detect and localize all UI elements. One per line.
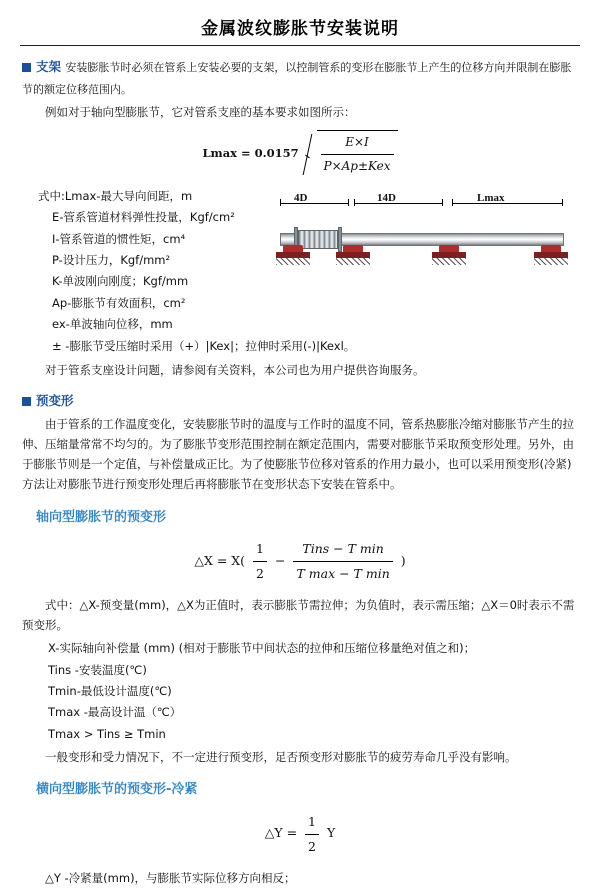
- support-anchor-4: [534, 245, 568, 265]
- fraction-one-half-y: [301, 810, 323, 858]
- formula-delta-y-expression: [264, 814, 336, 854]
- formula-delta-y-rhs: Y: [326, 825, 336, 841]
- dim-tick-5: [452, 199, 453, 206]
- legend-item: 式中:Lmax-最大导向间距，m: [38, 188, 193, 203]
- formula-lmax-numerator: E×I: [321, 132, 394, 155]
- support-cap-4: [541, 245, 561, 252]
- formula-delta-y: [22, 810, 578, 858]
- support-hatch-1: [276, 258, 310, 265]
- fraction-one-half-y-den: 2: [308, 838, 316, 854]
- formula-lmax-lhs: Lmax = 0.0157: [202, 146, 299, 161]
- dim-line-2: [354, 203, 442, 204]
- formula-lmax-expression: [202, 130, 397, 177]
- fraction-one-half-den: 2: [256, 566, 264, 582]
- legend-item: E-管系管道材料弹性投量，Kgf/cm²: [52, 210, 235, 225]
- subsection-heading-lateral: 横向型膨胀节的预变形-冷紧: [36, 782, 198, 798]
- axial-note-2: 一般变形和受力情况下，不一定进行预变形，足否预变形对膨胀节的疲劳寿命几乎没有影响。: [45, 750, 517, 765]
- figure-legend-block: [22, 187, 578, 358]
- axial-note-1: 式中：△X-预变量(mm)，△X为正值时，表示膨胀节需拉伸；为负值时，表示需压缩；△X＝0时表示不需预变形。: [22, 598, 575, 633]
- fraction-temp-num: Tins − T min: [293, 538, 392, 562]
- list-item: Tmin-最低设计温度(℃): [48, 684, 172, 699]
- legend-item: K-单波刚向刚度；Kgf/mm: [52, 274, 189, 289]
- title-divider: [20, 45, 580, 46]
- formula-delta-x-expression: [194, 541, 406, 582]
- formula-delta-y-lhs: △Y =: [264, 825, 298, 841]
- support-hatch-4: [534, 258, 568, 265]
- list-item: Tins -安装温度(℃): [48, 662, 147, 677]
- dim-line-1: [280, 203, 348, 204]
- figure-label-4d: 4D: [294, 191, 308, 204]
- support-hatch-3: [432, 258, 466, 265]
- predeform-para-1: 由于管系的工作温度变化，安装膨胀节时的温度与工作时的温度不同，管系热膨胀冷缩对膨胀节产生的拉伸、压缩量常常不均匀的。为了膨胀节变形范围控制在额定范围内，需要对膨胀节采取预变形处理。另外，由于膨胀节则是一个定值，与补偿量成正比。为了使膨胀节位移对管系的作用力最小，也可以采用预变形(冷紧)方法让对膨胀节进行预变形处理后再将膨胀节在变形状态下安装在管系中。: [22, 417, 574, 492]
- support-hatch-2: [336, 258, 370, 265]
- fraction-one-half-num: 1: [253, 538, 267, 562]
- support-para-2: 例如对于轴向型膨胀节，它对管系支座的基本要求如图所示：: [45, 104, 356, 119]
- dim-line-3: [452, 203, 562, 204]
- support-para-1: 安装膨胀节时必须在管系上安装必要的支架，以控制管系的变形在膨胀节上产生的位移方向并限制在膨胀节的额定位移范围内。: [22, 61, 572, 96]
- document-page: [0, 14, 600, 885]
- support-cap-3: [439, 245, 459, 252]
- axial-symbol-list: [48, 639, 578, 743]
- dim-tick-6: [562, 199, 563, 206]
- square-bullet-icon: [22, 397, 31, 406]
- page-title: 金属波纹膨胀节安装说明: [201, 19, 399, 39]
- square-bullet-icon: [22, 63, 31, 72]
- fraction-temperature-ratio: [289, 537, 396, 585]
- fraction-one-half: [249, 537, 271, 585]
- section-heading-predeform: [22, 390, 578, 412]
- radical-sign-icon: [305, 130, 398, 177]
- subsection-heading-axial: 轴向型膨胀节的预变形: [36, 509, 167, 525]
- figure-label-14d: 14D: [377, 191, 396, 204]
- lateral-note-1: △Y -冷紧量(mm)，与膨胀节实际位移方向相反；: [45, 870, 296, 885]
- figure-dimension-row: [272, 189, 572, 205]
- legend-item: I-管系管道的惯性矩，cm⁴: [52, 231, 186, 246]
- document-body: [0, 56, 600, 888]
- formula-minus-sign: −: [274, 552, 286, 568]
- legend-item: P-设计压力，Kgf/mm²: [52, 253, 171, 268]
- formula-delta-x-rhs: ): [400, 552, 406, 568]
- support-anchor-1: [276, 245, 310, 265]
- section-heading-support-label: 支架: [36, 59, 62, 74]
- support-cap-2: [343, 245, 363, 252]
- list-item: Tmax > Tins ≥ Tmin: [48, 726, 166, 741]
- formula-delta-x-lhs: △X = X(: [194, 552, 246, 568]
- section-heading-support: [22, 56, 578, 100]
- formula-lmax-denominator: P×Ap±Kex: [323, 158, 391, 173]
- support-consulting-note: 对于管系支座设计问题，请参阅有关资料，本公司也为用户提供咨询服务。: [45, 363, 425, 377]
- legend-item: Ap-膨胀节有效面积，cm²: [52, 295, 186, 310]
- section-heading-predeform-label: 预变形: [36, 393, 74, 409]
- legend-item: ± -膨胀节受压缩时采用（+）|Kex|；拉伸时采用(-)|Kexl。: [52, 338, 356, 353]
- support-cap-1: [283, 245, 303, 252]
- figure-label-lmax: Lmax: [477, 191, 505, 204]
- formula-delta-x: [22, 537, 578, 585]
- figure-pipe-area: [272, 207, 572, 293]
- list-item: X-实际轴向补偿量 (mm) (相对于膨胀节中间状态的拉伸和压缩位移量绝对值之和)；: [48, 641, 476, 656]
- support-anchor-3: [432, 245, 466, 265]
- formula-lmax: [22, 130, 578, 177]
- dim-tick-4: [442, 199, 443, 206]
- legend-item: ex-单波轴向位移，mm: [52, 317, 173, 332]
- fraction-temp-den: T max − T min: [296, 566, 390, 582]
- dim-tick-2: [348, 199, 349, 206]
- list-item: Tmax -最高设计温（℃）: [48, 705, 182, 720]
- fraction-one-half-y-num: 1: [305, 811, 319, 835]
- dim-tick-3: [354, 199, 355, 206]
- support-anchor-2: [336, 245, 370, 265]
- dim-tick-1: [280, 199, 281, 206]
- pipe-support-figure: [272, 189, 572, 299]
- formula-lmax-fraction: [317, 130, 398, 177]
